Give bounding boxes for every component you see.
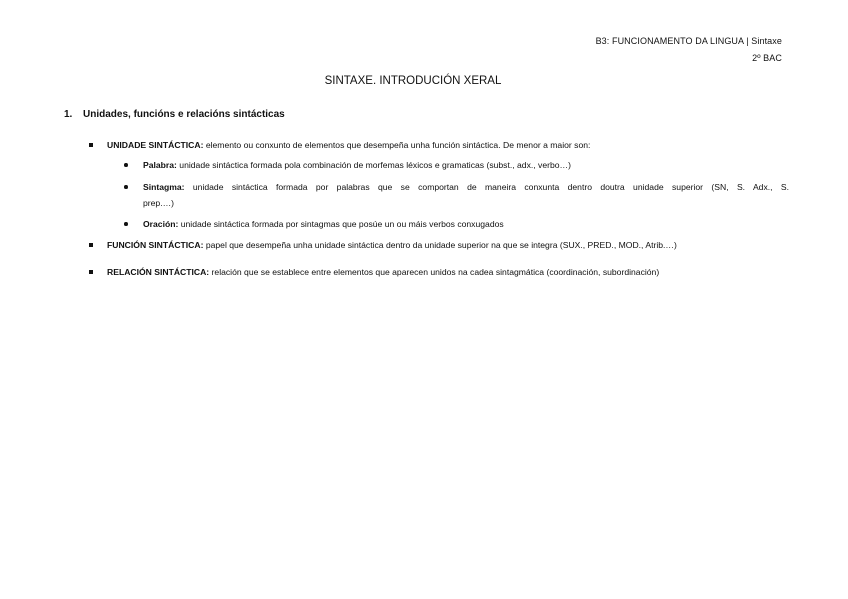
term-label: Sintagma:	[143, 182, 185, 192]
section-heading-text: Unidades, funcións e relacións sintácticas	[83, 109, 285, 120]
list-item-sintagma	[143, 179, 789, 195]
term-label: UNIDADE SINTÁCTICA:	[107, 140, 204, 150]
running-header-course: 2º BAC	[752, 53, 782, 63]
dot-bullet-icon	[124, 222, 128, 226]
definition-text: unidade sintáctica formada por sintagmas que posúe un ou máis verbos conxugados	[178, 219, 504, 229]
dot-bullet-icon	[124, 163, 128, 167]
term-label: FUNCIÓN SINTÁCTICA:	[107, 240, 204, 250]
definition-text: papel que desempeña unha unidade sintáctica dentro da unidade superior na que se integra (SUX., PRED., MOD., Atrib.…)	[203, 240, 677, 250]
definition-text: relación que se establece entre elementos que aparecen unidos na cadea sintagmática (coordinación, subordinación)	[209, 267, 660, 277]
list-item-oracion	[143, 216, 504, 232]
list-item-sintagma-continuation: prep.…)	[143, 198, 175, 208]
list-item-unidade	[107, 137, 590, 153]
definition-text: elemento ou conxunto de elementos que desempeña unha función sintáctica. De menor a maior son:	[203, 140, 591, 150]
square-bullet-icon	[89, 143, 93, 147]
definition-text: unidade sintáctica formada por palabras que se comportan de maneira conxunta dentro doutra unidade superior (SN, S. Adx., S.	[184, 182, 789, 192]
list-item-palabra	[143, 157, 571, 173]
definition-text: unidade sintáctica formada pola combinación de morfemas léxicos e gramaticas (subst., adx., verbo…)	[176, 160, 571, 170]
section-heading	[64, 109, 285, 120]
dot-bullet-icon	[124, 185, 128, 189]
section-number: 1.	[64, 109, 73, 120]
square-bullet-icon	[89, 243, 93, 247]
running-header-section: B3: FUNCIONAMENTO DA LINGUA | Sintaxe	[595, 36, 782, 46]
term-label: Palabra:	[143, 160, 177, 170]
term-label: Oración:	[143, 219, 179, 229]
document-title: SINTAXE. INTRODUCIÓN XERAL	[324, 75, 502, 87]
list-item-relacion	[107, 264, 659, 280]
term-label: RELACIÓN SINTÁCTICA:	[107, 267, 210, 277]
list-item-funcion	[107, 237, 677, 253]
square-bullet-icon	[89, 270, 93, 274]
